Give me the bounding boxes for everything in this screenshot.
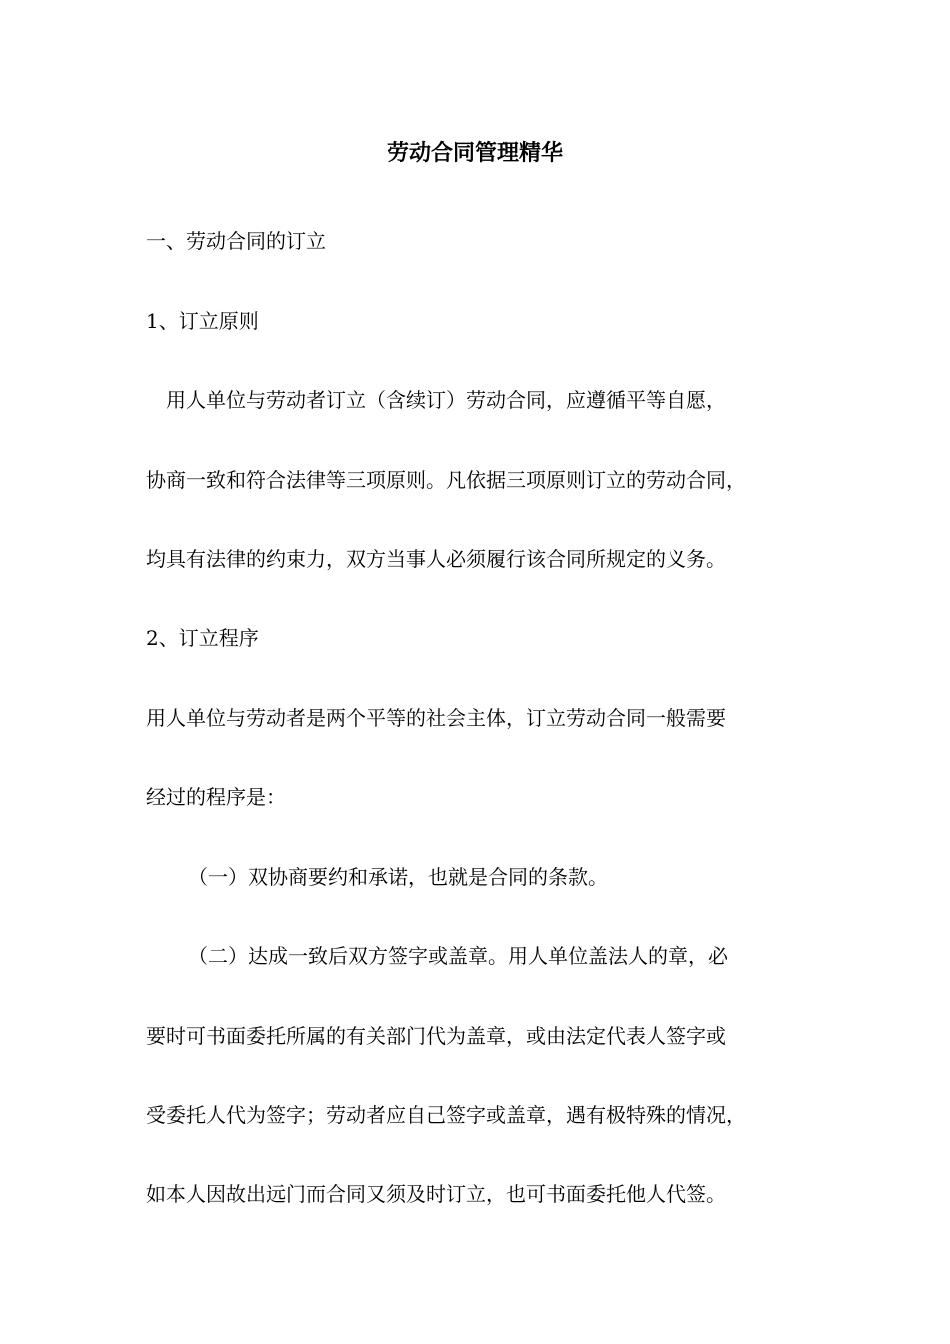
paragraph-line: 如本人因故出远门而合同又须及时订立，也可书面委托他人代签。 [146,1182,726,1206]
paragraph-line: 用人单位与劳动者是两个平等的社会主体，订立劳动合同一般需要 [146,706,726,730]
section-heading: 一、劳动合同的订立 [146,229,326,253]
list-item: （二）达成一致后双方签字或盖章。用人单位盖法人的章，必 [188,944,728,968]
paragraph-line: 协商一致和符合法律等三项原则。凡依据三项原则订立的劳动合同， [146,468,746,492]
subsection-heading: 1、订立原则 [146,309,259,333]
paragraph-line: 受委托人代为签字；劳动者应自己签字或盖章，遇有极特殊的情况， [146,1103,746,1127]
paragraph-line: 均具有法律的约束力，双方当事人必须履行该合同所规定的义务。 [146,547,726,571]
list-item: （一）双协商要约和承诺，也就是合同的条款。 [188,865,608,889]
paragraph-line: 用人单位与劳动者订立（含续订）劳动合同，应遵循平等自愿， [166,388,726,412]
paragraph-line: 要时可书面委托所属的有关部门代为盖章，或由法定代表人签字或 [146,1024,726,1048]
subsection-heading: 2、订立程序 [146,626,259,650]
paragraph-line: 经过的程序是： [146,785,286,809]
document-title: 劳动合同管理精华 [386,140,563,166]
